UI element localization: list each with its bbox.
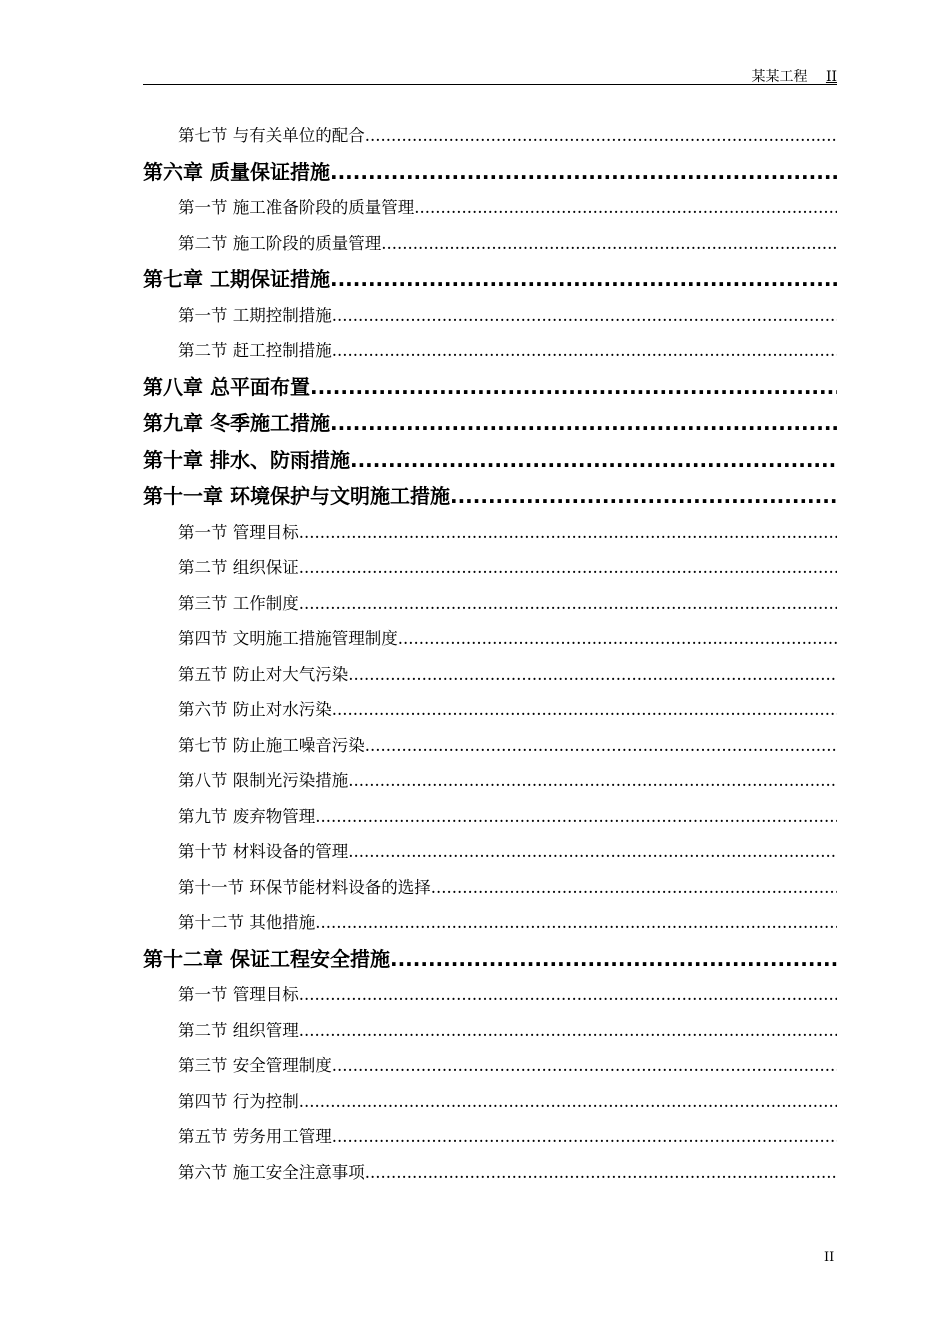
toc-dot-leader — [299, 515, 837, 551]
toc-section-entry[interactable] — [143, 621, 837, 657]
toc-dot-leader — [330, 261, 837, 298]
toc-section-entry[interactable] — [143, 657, 837, 693]
toc-entry-label: 第二节 组织保证 — [178, 558, 299, 577]
toc-dot-leader — [390, 941, 837, 978]
toc-entry-label: 第十章 排水、防雨措施 — [143, 447, 350, 472]
toc-dot-leader — [330, 405, 837, 442]
toc-dot-leader — [350, 442, 837, 479]
toc-entry-label: 第三节 安全管理制度 — [178, 1056, 332, 1075]
toc-entry-label: 第十节 材料设备的管理 — [178, 842, 349, 861]
toc-section-entry[interactable] — [143, 550, 837, 586]
toc-chapter-entry[interactable] — [143, 261, 837, 298]
toc-dot-leader — [365, 1155, 837, 1191]
toc-dot-leader — [348, 657, 837, 693]
toc-entry-label: 第十一节 环保节能材料设备的选择 — [178, 877, 431, 897]
toc-dot-leader — [299, 977, 837, 1013]
toc-section-entry[interactable] — [143, 1048, 837, 1084]
toc-entry-label: 第七节 与有关单位的配合 — [178, 126, 365, 145]
toc-section-entry[interactable] — [143, 118, 837, 154]
toc-entry-label: 第六章 质量保证措施 — [143, 159, 330, 184]
toc-entry-label: 第一节 管理目标 — [178, 522, 299, 542]
toc-section-entry[interactable] — [143, 977, 837, 1013]
toc-section-entry[interactable] — [143, 226, 837, 262]
toc-entry-label: 第七章 工期保证措施 — [143, 267, 330, 291]
toc-dot-leader — [348, 834, 837, 870]
toc-section-entry[interactable] — [143, 834, 837, 870]
toc-section-entry[interactable] — [143, 298, 837, 334]
toc-dot-leader — [365, 118, 837, 154]
table-of-contents — [143, 118, 837, 1190]
toc-section-entry[interactable] — [143, 799, 837, 835]
toc-entry-label: 第八节 限制光污染措施 — [178, 771, 349, 790]
toc-dot-leader — [332, 298, 837, 334]
toc-chapter-entry[interactable] — [143, 405, 837, 442]
toc-entry-label: 第二节 组织管理 — [178, 1020, 299, 1040]
toc-dot-leader — [310, 369, 837, 406]
header-page-number: II — [825, 69, 837, 85]
toc-entry-label: 第二节 赶工控制措施 — [178, 341, 332, 360]
toc-dot-leader — [381, 226, 837, 262]
toc-dot-leader — [315, 905, 837, 941]
toc-entry-label: 第一节 施工准备阶段的质量管理 — [178, 198, 415, 217]
toc-entry-label: 第八章 总平面布置 — [143, 374, 310, 399]
toc-section-entry[interactable] — [143, 905, 837, 941]
page-header — [143, 62, 837, 85]
toc-dot-leader — [332, 333, 837, 369]
toc-dot-leader — [299, 1084, 837, 1120]
toc-entry-label: 第三节 工作制度 — [178, 593, 299, 613]
toc-chapter-entry[interactable] — [143, 154, 837, 191]
header-title: 某某工程 — [751, 69, 808, 85]
toc-section-entry[interactable] — [143, 190, 837, 226]
toc-chapter-entry[interactable] — [143, 478, 837, 515]
toc-dot-leader — [414, 190, 837, 226]
header-text — [751, 66, 837, 86]
toc-entry-label: 第一节 管理目标 — [178, 985, 299, 1004]
toc-dot-leader — [332, 1119, 837, 1155]
toc-section-entry[interactable] — [143, 515, 837, 551]
toc-entry-label: 第五节 劳务用工管理 — [178, 1127, 332, 1146]
toc-section-entry[interactable] — [143, 692, 837, 728]
toc-section-entry[interactable] — [143, 586, 837, 622]
toc-dot-leader — [332, 692, 837, 728]
toc-dot-leader — [348, 763, 837, 799]
toc-section-entry[interactable] — [143, 1084, 837, 1120]
toc-section-entry[interactable] — [143, 870, 837, 906]
toc-entry-label: 第六节 防止对水污染 — [178, 700, 332, 719]
toc-section-entry[interactable] — [143, 763, 837, 799]
toc-section-entry[interactable] — [143, 1013, 837, 1049]
toc-chapter-entry[interactable] — [143, 369, 837, 406]
toc-entry-label: 第十二节 其他措施 — [178, 913, 316, 932]
toc-entry-label: 第十二章 保证工程安全措施 — [143, 946, 390, 971]
toc-dot-leader — [330, 154, 837, 191]
toc-dot-leader — [299, 1013, 837, 1049]
toc-section-entry[interactable] — [143, 333, 837, 369]
toc-entry-label: 第十一章 环境保护与文明施工措施 — [143, 484, 450, 508]
toc-entry-label: 第九节 废弃物管理 — [178, 806, 316, 826]
toc-chapter-entry[interactable] — [143, 442, 837, 479]
toc-chapter-entry[interactable] — [143, 941, 837, 978]
toc-dot-leader — [450, 478, 837, 515]
toc-dot-leader — [398, 621, 837, 657]
toc-entry-label: 第五节 防止对大气污染 — [178, 664, 349, 684]
toc-entry-label: 第六节 施工安全注意事项 — [178, 1162, 365, 1182]
toc-entry-label: 第四节 文明施工措施管理制度 — [178, 629, 398, 648]
toc-dot-leader — [365, 728, 837, 764]
toc-dot-leader — [299, 586, 837, 622]
toc-dot-leader — [431, 870, 837, 906]
toc-entry-label: 第九章 冬季施工措施 — [143, 411, 330, 435]
toc-entry-label: 第四节 行为控制 — [178, 1091, 299, 1111]
toc-entry-label: 第七节 防止施工噪音污染 — [178, 735, 365, 755]
toc-entry-label: 第二节 施工阶段的质量管理 — [178, 233, 382, 253]
toc-dot-leader — [315, 799, 837, 835]
toc-dot-leader — [332, 1048, 837, 1084]
toc-section-entry[interactable] — [143, 728, 837, 764]
toc-dot-leader — [299, 550, 837, 586]
footer-page-number: II — [824, 1250, 835, 1265]
toc-entry-label: 第一节 工期控制措施 — [178, 305, 332, 325]
toc-section-entry[interactable] — [143, 1119, 837, 1155]
toc-section-entry[interactable] — [143, 1155, 837, 1191]
